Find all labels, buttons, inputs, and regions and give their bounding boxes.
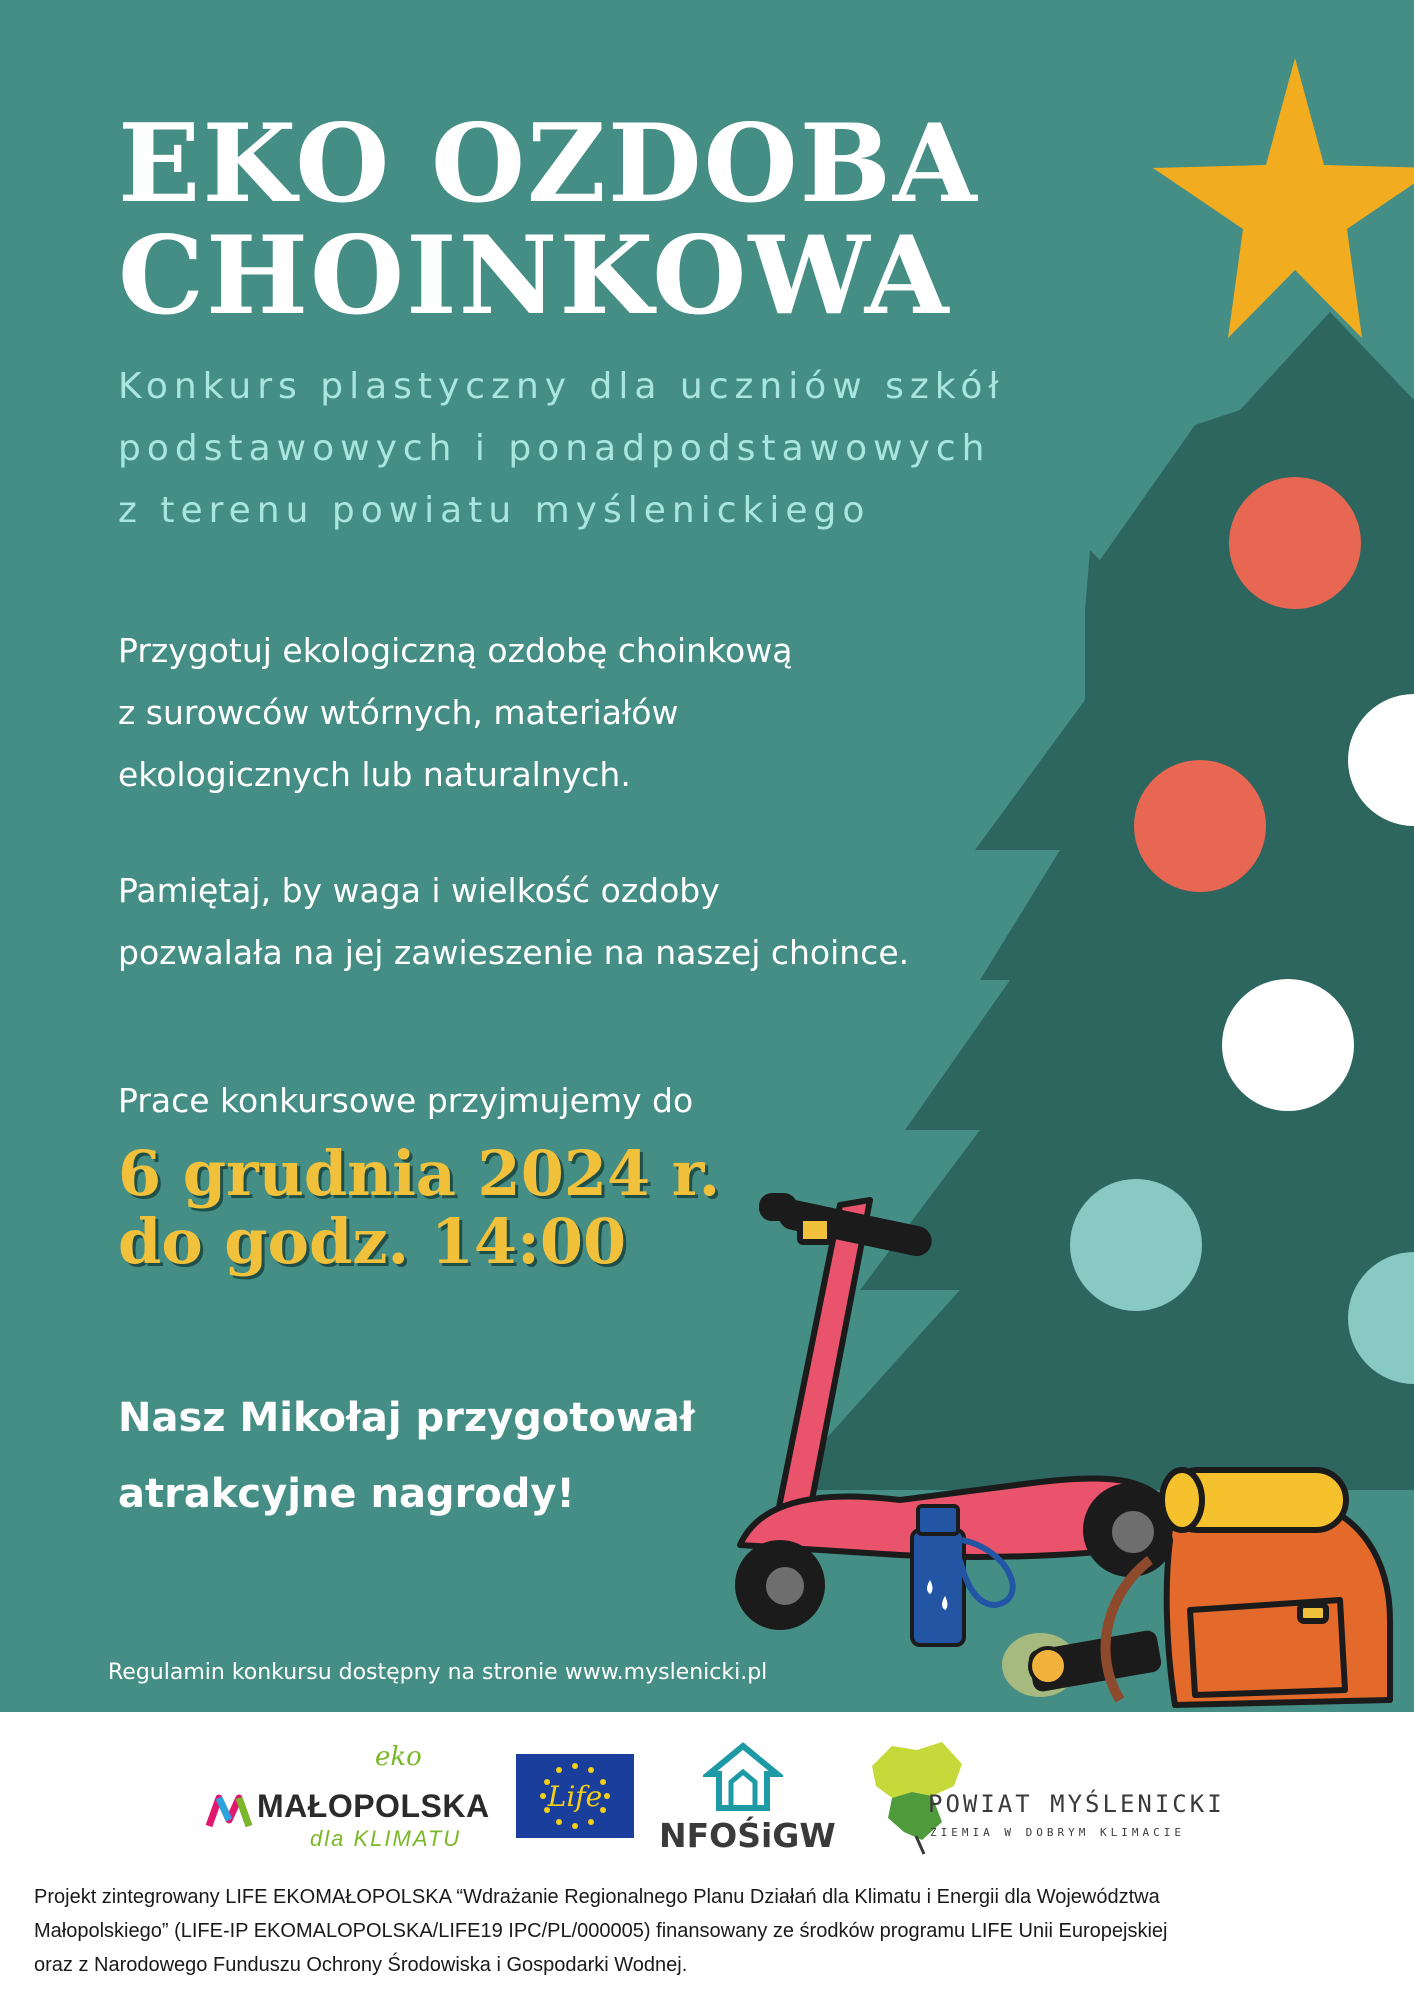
footer-line: oraz z Narodowego Funduszu Ochrony Środowiska i Gospodarki Wodnej. bbox=[34, 1954, 688, 1976]
body-line: Pamiętaj, by waga i wielkość ozdoby bbox=[118, 871, 720, 910]
body-line: pozwalała na jej zawieszenie na naszej choince. bbox=[118, 933, 910, 972]
malopolska-m-icon bbox=[205, 1792, 265, 1832]
body-line: Przygotuj ekologiczną ozdobę choinkową bbox=[118, 631, 793, 670]
nfosigw-emblem-icon bbox=[703, 1742, 783, 1812]
malopolska-label: MAŁOPOLSKA bbox=[257, 1788, 490, 1824]
submission-intro bbox=[118, 1070, 1018, 1132]
body-line: z surowców wtórnych, materiałów bbox=[118, 693, 679, 732]
rules-note: Regulamin konkursu dostępny na stronie www.myslenicki.pl bbox=[108, 1660, 768, 1685]
life-logo bbox=[516, 1754, 634, 1838]
star-icon bbox=[1153, 58, 1414, 338]
body-line: ekologicznych lub naturalnych. bbox=[118, 755, 631, 794]
title-line-1: EKO OZDOBA bbox=[118, 101, 979, 227]
prizes-note bbox=[118, 1380, 695, 1532]
funding-note bbox=[34, 1880, 1380, 1982]
subtitle-line: Konkurs plastyczny dla uczniów szkół bbox=[118, 366, 1005, 407]
flashlight-icon bbox=[1002, 1629, 1163, 1697]
powiat-tagline: ZIEMIA W DOBRYM KLIMACIE bbox=[930, 1826, 1185, 1839]
ornament-white-icon bbox=[1222, 979, 1354, 1111]
title-line-2: CHOINKOWA bbox=[118, 213, 951, 339]
prizes-line: atrakcyjne nagrody! bbox=[118, 1471, 575, 1517]
nfosigw-logo bbox=[655, 1742, 836, 1857]
life-label: Life bbox=[547, 1780, 603, 1813]
footer-line: Projekt zintegrowany LIFE EKOMAŁOPOLSKA “Wdrażanie Regionalnego Planu Działań dla Klimatu i Energii dla Województwa bbox=[34, 1886, 1160, 1908]
deadline-time: do godz. 14:00 bbox=[118, 1205, 627, 1278]
subtitle-line: podstawowych i ponadpodstawowych bbox=[118, 428, 991, 469]
footer-line: Małopolskiego” (LIFE-IP EKOMALOPOLSKA/LIFE19 IPC/PL/000005) finansowany ze środków programu LIFE Unii Europejskiej bbox=[34, 1920, 1168, 1942]
malopolska-logo bbox=[205, 1742, 505, 1852]
ornament-red-icon bbox=[1229, 477, 1361, 609]
eko-label: eko bbox=[375, 1742, 422, 1772]
subtitle-line: z terenu powiatu myślenickiego bbox=[118, 490, 871, 531]
deadline bbox=[118, 1137, 721, 1278]
deadline-date: 6 grudnia 2024 r. bbox=[118, 1137, 721, 1210]
dla-klimatu-label: dla KLIMATU bbox=[310, 1826, 462, 1851]
nfosigw-label: NFOŚiGW bbox=[659, 1816, 836, 1855]
powiat-logo bbox=[862, 1736, 1225, 1860]
page-title bbox=[118, 101, 979, 339]
subtitle bbox=[118, 356, 1118, 542]
ornament-mint-icon bbox=[1070, 1179, 1202, 1311]
instructions-paragraph bbox=[118, 620, 1018, 806]
ornament-red-icon bbox=[1134, 760, 1266, 892]
powiat-label: POWIAT MYŚLENICKI bbox=[928, 1790, 1225, 1818]
sponsor-logos bbox=[0, 1712, 1414, 1862]
body-line: Prace konkursowe przyjmujemy do bbox=[118, 1081, 694, 1120]
prizes-line: Nasz Mikołaj przygotował bbox=[118, 1395, 695, 1441]
size-note-paragraph bbox=[118, 860, 1018, 984]
